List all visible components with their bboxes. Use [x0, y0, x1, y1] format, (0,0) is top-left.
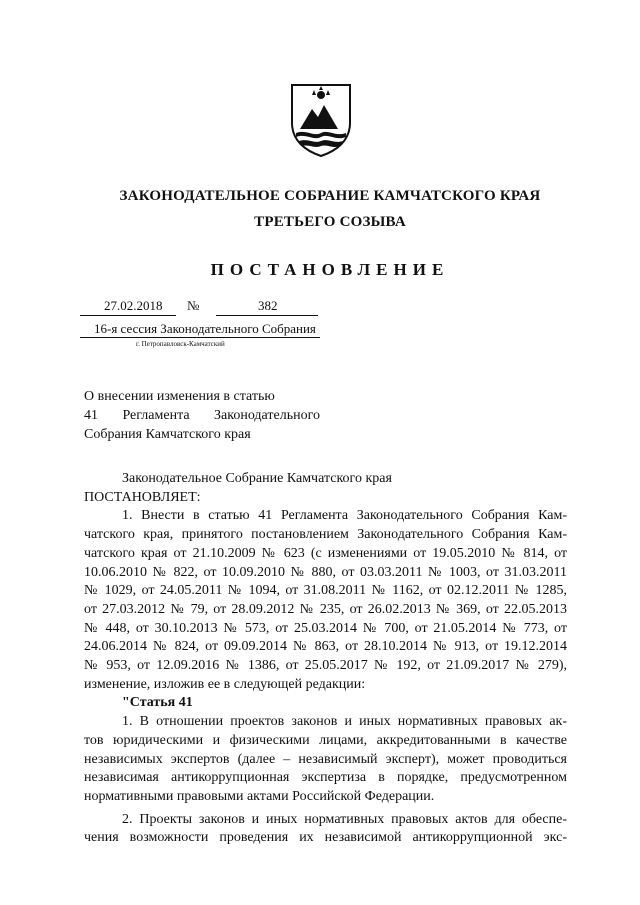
document-body — [84, 470, 567, 848]
subject-line: 41 Регламента Законодательного — [84, 408, 320, 423]
body-line: независимых экспертов (далее – независимый эксперт), может проводиться — [84, 751, 567, 767]
body-line: независимая антикоррупционная экспертиза в порядке, предусмотренном — [84, 770, 567, 786]
document-type-title: ПОСТАНОВЛЕНИЕ — [210, 260, 450, 279]
body-line: 24.06.2014 № 824, от 09.09.2014 № 863, от 28.10.2014 № 913, от 19.12.2014 — [84, 639, 567, 655]
body-line: 2. Проекты законов и иных нормативных правовых актов для обеспе- — [122, 811, 567, 827]
body-line: 10.06.2010 № 822, от 10.09.2010 № 880, от 03.03.2011 № 1003, от 31.03.2011 — [84, 564, 567, 580]
document-date: 27.02.2018 — [104, 298, 163, 313]
date-underline — [80, 315, 176, 316]
number-underline — [216, 315, 318, 316]
body-line: чения возможности проведения их независимой антикоррупционной экс- — [84, 830, 567, 846]
session-underline — [80, 337, 320, 338]
session-label: 16-я сессия Законодательного Собрания — [94, 321, 316, 336]
article-heading: "Статья 41 — [122, 695, 193, 711]
body-line: № 448, от 30.10.2013 № 573, от 25.03.2014 № 700, от 21.05.2014 № 773, от — [84, 620, 567, 636]
subject-line: О внесении изменения в статью — [84, 389, 275, 404]
kamchatka-coat-of-arms-icon — [290, 83, 352, 157]
body-line: тов юридическими и физическими лицами, аккредитованными в качестве — [84, 732, 567, 748]
document-subject — [84, 387, 320, 444]
number-sign: № — [187, 298, 200, 313]
subject-line: Собрания Камчатского края — [84, 427, 251, 442]
body-line: 1. В отношении проектов законов и иных нормативных правовых ак- — [122, 714, 567, 730]
resolves-text: ПОСТАНОВЛЯЕТ: — [84, 489, 201, 505]
convocation: ТРЕТЬЕГО СОЗЫВА — [254, 214, 406, 230]
document-number: 382 — [258, 298, 278, 313]
body-line: нормативными правовыми актами Российской Федерации. — [84, 788, 435, 804]
intro-text: Законодательное Собрание Камчатского края — [122, 471, 392, 486]
body-line: № 953, от 12.09.2016 № 1386, от 25.05.2017 № 192, от 21.09.2017 № 279), — [84, 658, 567, 674]
body-line: 1. Внести в статью 41 Регламента Законодательного Собрания Кам- — [122, 508, 567, 524]
body-line: от 27.03.2012 № 79, от 28.09.2012 № 235, от 26.02.2013 № 369, от 22.05.2013 — [84, 601, 567, 617]
body-line: чатского края, принятого постановлением Законодательного Собрания Кам- — [84, 527, 567, 543]
org-name: ЗАКОНОДАТЕЛЬНОЕ СОБРАНИЕ КАМЧАТСКОГО КРАЯ — [119, 188, 541, 204]
body-line: изменение, изложив ее в следующей редакции: — [84, 676, 366, 692]
body-line: № 1029, от 24.05.2011 № 1094, от 31.08.2011 № 1162, от 02.12.2011 № 1285, — [84, 583, 567, 599]
city-label: г. Петропавловск-Камчатский — [136, 340, 225, 348]
body-line: чатского края от 21.10.2009 № 623 (с изменениями от 19.05.2010 № 814, от — [84, 545, 567, 561]
